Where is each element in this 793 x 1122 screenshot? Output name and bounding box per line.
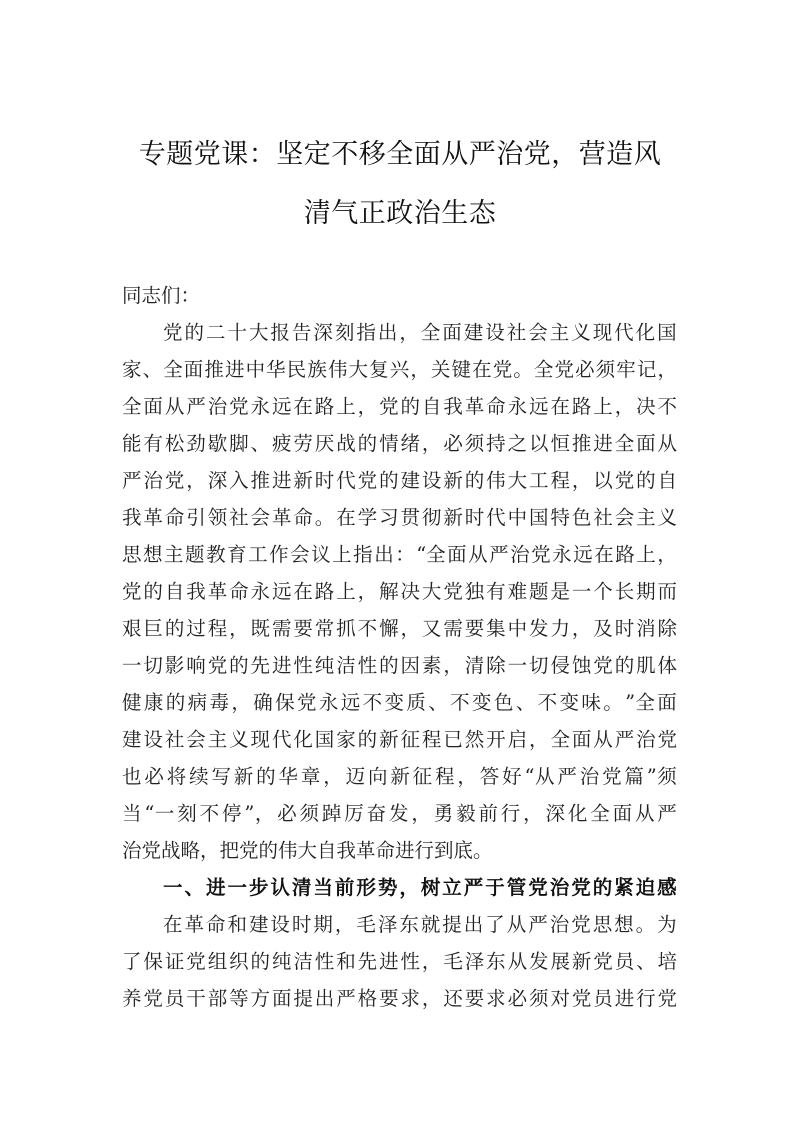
paragraph-1-line: 治党战略，把党的伟大自我革命进行到底。 (122, 839, 493, 862)
paragraph-1-line: 思 想 主 题 教 育 工 作 会 议 上 指 出 ： “ 全 面 从 严 治 党 永 远 在 路 上 ， (122, 543, 673, 566)
paragraph-1-line: 一 切 影 响 党 的 先 进 性 纯 洁 性 的 因 素 ， 清 除 一 切 侵 蚀 党 的 肌 体 (122, 654, 674, 677)
paragraph-1-line: 党 的 二 十 大 报 告 深 刻 指 出 ， 全 面 建 设 社 会 主 义 现 代 化 国 (163, 321, 673, 344)
salutation: 同志们： (122, 284, 201, 307)
paragraph-1-line: 健 康 的 病 毒 ， 确 保 党 永 远 不 变 质 、 不 变 色 、 不 变 味 。 ” 全 面 (122, 691, 673, 714)
paragraph-2-line: 养 党 员 干 部 等 方 面 提 出 严 格 要 求 ， 还 要 求 必 须 对 党 员 进 行 党 (122, 987, 674, 1010)
paragraph-1-line: 严 治 党 ， 深 入 推 进 新 时 代 党 的 建 设 新 的 伟 大 工 程 ， 以 党 的 自 (122, 469, 674, 492)
section-heading: 一 、 进 一 步 认 清 当 前 形 势 ， 树 立 严 于 管 党 治 党 的 紧 迫 感 (163, 876, 673, 899)
paragraph-2-line: 在 革 命 和 建 设 时 期 ， 毛 泽 东 就 提 出 了 从 严 治 党 思 想 。 为 (163, 913, 673, 936)
paragraph-1-line: 建 设 社 会 主 义 现 代 化 国 家 的 新 征 程 已 然 开 启 ， 全 面 从 严 治 党 (122, 728, 674, 751)
document-title-line-1: 专题党课：坚定不移全面从严治党，营造风 (138, 139, 662, 170)
paragraph-1-line: 家 、 全 面 推 进 中 华 民 族 伟 大 复 兴 ， 关 键 在 党 。 全 党 必 须 牢 记 ， (122, 358, 673, 381)
paragraph-1-line: 能 有 松 劲 歇 脚 、 疲 劳 厌 战 的 情 绪 ， 必 须 持 之 以 恒 推 进 全 面 从 (122, 432, 674, 455)
paragraph-1-line: 党 的 自 我 革 命 永 远 在 路 上 ， 解 决 大 党 独 有 难 题 是 一 个 长 期 而 (122, 580, 674, 603)
paragraph-1-line: 当 “ 一 刻 不 停 ” ， 必 须 踔 厉 奋 发 ， 勇 毅 前 行 ， 深 化 全 面 从 严 (122, 802, 673, 825)
paragraph-1-line: 全 面 从 严 治 党 永 远 在 路 上 ， 党 的 自 我 革 命 永 远 在 路 上 ， 决 不 (122, 395, 674, 418)
document-title-line-2: 清气正政治生态 (303, 198, 497, 229)
paragraph-1-line: 艰 巨 的 过 程 ， 既 需 要 常 抓 不 懈 ， 又 需 要 集 中 发 力 ， 及 时 消 除 (122, 617, 674, 640)
paragraph-1-line: 我 革 命 引 领 社 会 革 命 。 在 学 习 贯 彻 新 时 代 中 国 特 色 社 会 主 义 (122, 506, 674, 529)
paragraph-1-line: 也 必 将 续 写 新 的 华 章 ， 迈 向 新 征 程 ， 答 好 “ 从 严 治 党 篇 ” 须 (122, 765, 673, 788)
paragraph-2-line: 了 保 证 党 组 织 的 纯 洁 性 和 先 进 性 ， 毛 泽 东 从 发 展 新 党 员 、 培 (122, 950, 674, 973)
